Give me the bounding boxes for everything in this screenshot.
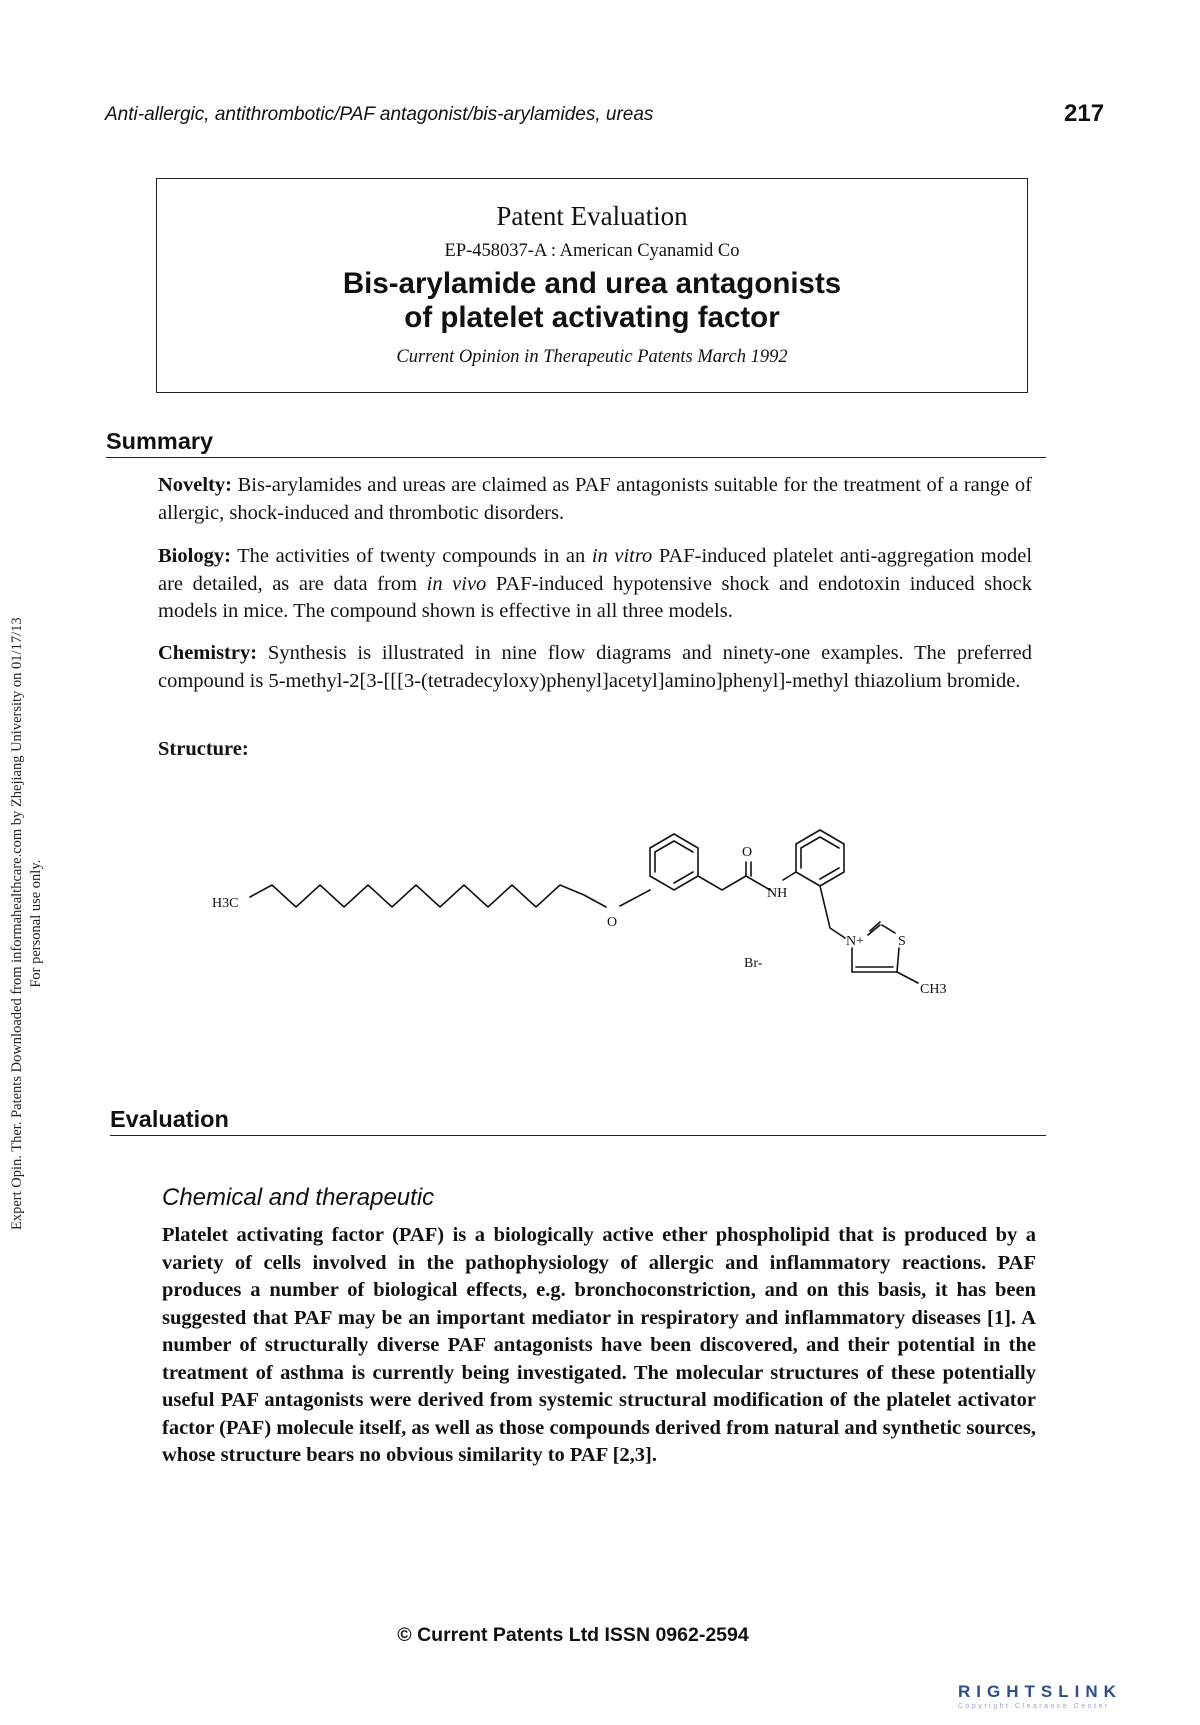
article-title-line2: of platelet activating factor: [404, 301, 780, 334]
carbonyl-oxygen-label: O: [742, 845, 753, 860]
novelty-text: Bis-arylamides and ureas are claimed as PAF antagonists suitable for the treatment of a range of allergic, shock-induced and thrombotic disorders.: [158, 474, 1032, 524]
thiazole-c5-s: [897, 948, 899, 972]
phenyl-ring-2: [796, 830, 844, 886]
acetyl-linker: [698, 876, 746, 890]
structure-label: Structure:: [158, 738, 249, 760]
page-number: 217: [1064, 100, 1105, 127]
sulfur-label: S: [898, 934, 906, 949]
ch3-label: CH3: [920, 982, 947, 997]
biology-in-vitro: in vitro: [591, 545, 653, 567]
novelty-label: Novelty:: [158, 474, 233, 496]
article-source: Current Opinion in Therapeutic Patents March 1992: [396, 347, 788, 367]
nh-ring-bond: [783, 872, 796, 880]
methylene-bridge: [820, 886, 845, 938]
evaluation-body: Platelet activating factor (PAF) is a biologically active ether phospholipid that is produced by a variety of cells involved in the pathophysiology of allergic and inflammatory reactions. PAF produces a number of biological effects, e.g. bronchoconstriction, and on this basis, it has been suggested that PAF may be an important mediator in respiratory and inflammatory diseases [1]. A number of structurally diverse PAF antagonists have been discovered, and their potential in the treatment of asthma is currently being investigated. The molecular structures of these potentially useful PAF antagonists were derived from systemic structural modification of the platelet activator factor (PAF) molecule itself, as well as those compounds derived from natural and synthetic sources, whose structure bears no obvious similarity to PAF [2,3].: [162, 1224, 1036, 1466]
patent-number: EP-458037-A : American Cyanamid Co: [444, 241, 740, 261]
chemistry-label: Chemistry:: [158, 642, 258, 664]
running-header: Anti-allergic, antithrombotic/PAF antagonist/bis-arylamides, ureas: [105, 104, 654, 125]
thiazole-c2-s: [882, 925, 895, 933]
rightslink-wordmark: RIGHTSLINK: [958, 1682, 1122, 1701]
evaluation-subheading: Chemical and therapeutic: [162, 1184, 435, 1211]
h3c-label: H3C: [212, 896, 239, 911]
nh-label: NH: [767, 886, 788, 901]
rightslink-logo[interactable]: [958, 1682, 1122, 1710]
box-label: Patent Evaluation: [496, 201, 688, 231]
copyright-footer: © Current Patents Ltd ISSN 0962-2594: [397, 1624, 749, 1646]
biology-text-3: PAF-induced hypotensive shock and endotoxin induced shock models in mice. The compound shown is effective in all three models.: [158, 572, 1033, 622]
evaluation-heading: Evaluation: [110, 1106, 229, 1132]
biology-label: Biology:: [158, 545, 231, 567]
phenyl-ring-1: [650, 834, 698, 890]
ether-bond: [620, 890, 650, 906]
alkyl-chain: [250, 885, 606, 907]
article-title-line1: Bis-arylamide and urea antagonists: [342, 267, 842, 300]
side-note-line1: Expert Opin. Ther. Patents Downloaded from informahealthcare.com by Zhejiang University on 01/17/13: [9, 617, 25, 1230]
bromide-label: Br-: [744, 956, 763, 971]
evaluation-rule: [110, 1135, 1046, 1136]
biology-in-vivo: in vivo: [426, 572, 487, 595]
chemistry-text: Synthesis is illustrated in nine flow diagrams and ninety-one examples. The preferred compound is 5-methyl-2[3-[[[3-(tetradecyloxy)phenyl]acetyl]amino]phenyl]-methyl thiazolium bromide.: [158, 642, 1032, 692]
biology-text-1: The activities of twenty compounds in an: [237, 545, 586, 567]
biology-text-2: PAF-induced platelet anti-aggregation model are detailed, as are data from: [158, 545, 1033, 595]
ether-oxygen-label: O: [607, 915, 618, 930]
side-note-line2: For personal use only.: [28, 859, 44, 988]
download-side-note: [8, 617, 46, 1230]
n-plus-label: N+: [846, 934, 865, 949]
rightslink-tagline: Copyright Clearance Center: [958, 1703, 1110, 1710]
methyl-bond: [897, 972, 918, 983]
summary-heading: Summary: [106, 428, 214, 454]
